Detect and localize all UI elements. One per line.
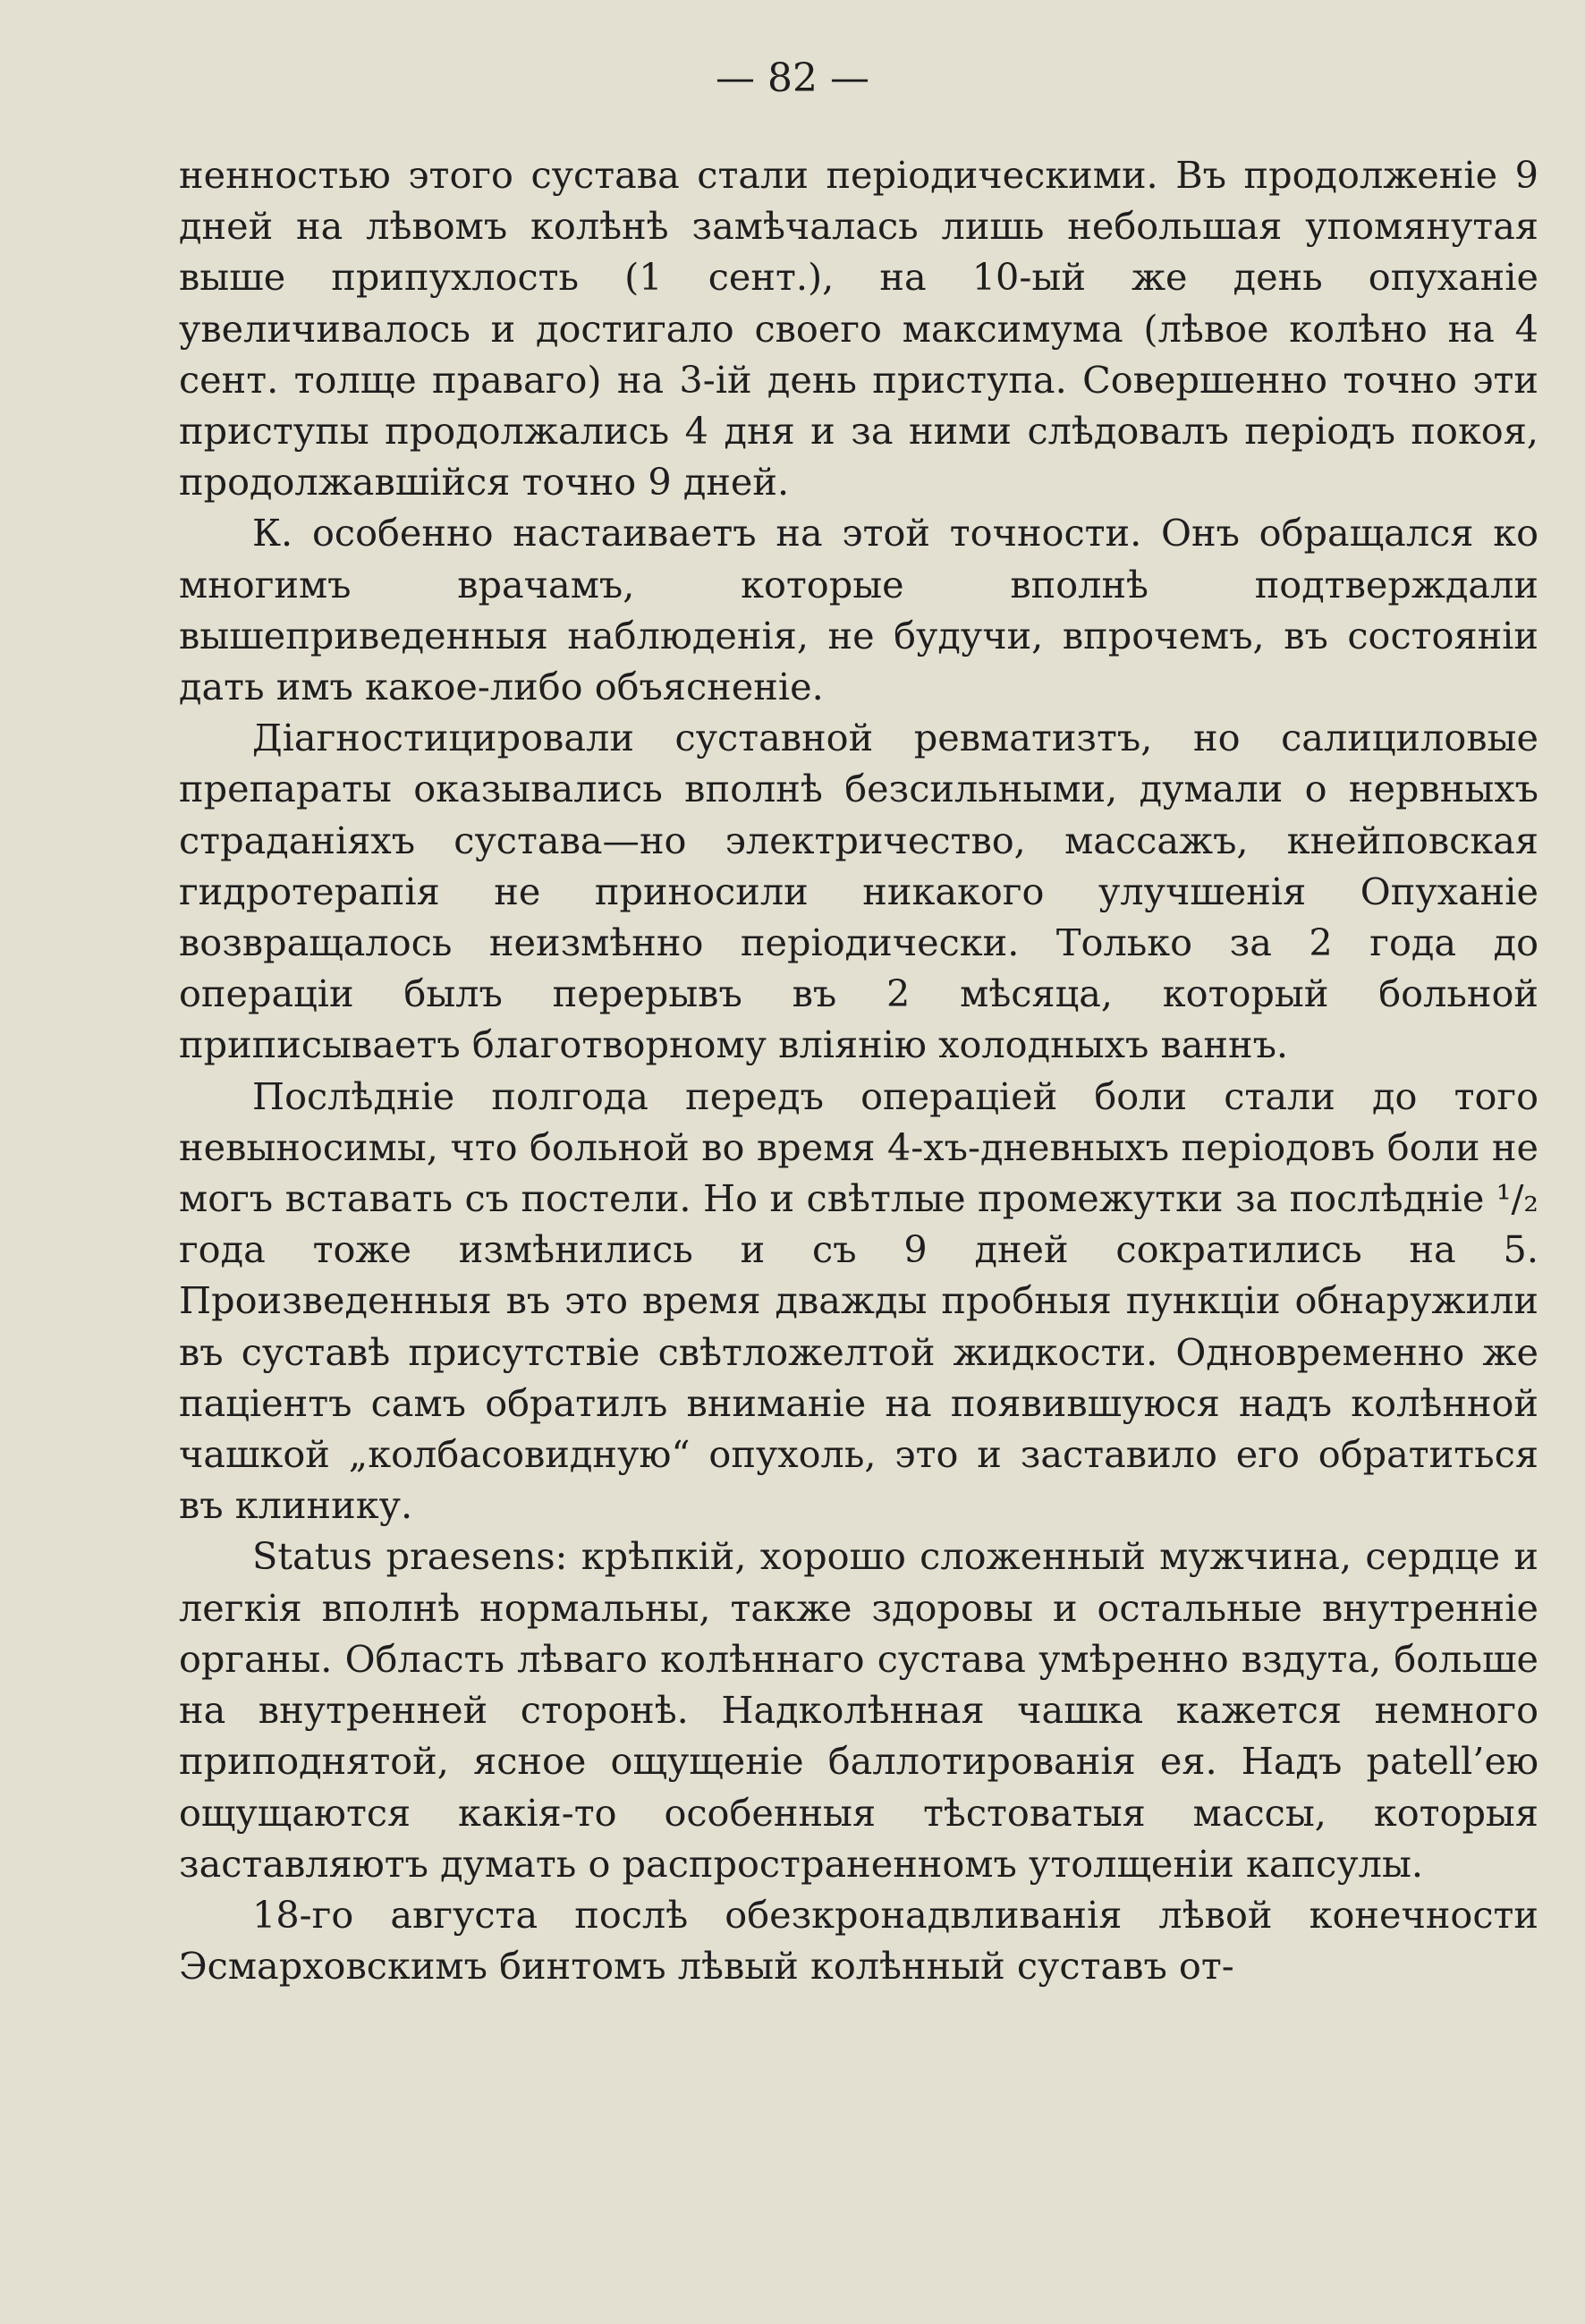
- paragraph-4: Послѣдніе полгода передъ операціей боли стали до того невыносимы, что больной во время 4-хъ-дневныхъ періодовъ боли не могъ вставать съ постели. Но и свѣтлые промежутки за послѣдніе ¹/₂ года тоже измѣнились и съ 9 дней сократились на 5. Произведенныя въ это время дважды пробныя пункціи обнаружили въ суставѣ присутствіе свѣтложелтой жидкости. Одновременно же паціентъ самъ обратилъ вниманіе на появившуюся надъ колѣнной чашкой „колбасовидную“ опухоль, это и заставило его обратиться въ клинику.: [179, 1074, 1538, 1528]
- paragraph-5: Status praesens: крѣпкій, хорошо сложенный мужчина, сердце и легкія вполнѣ нормальны, также здоровы и остальные внутренніе органы. Область лѣваго колѣннаго сустава умѣренно вздута, больше на внутренней сторонѣ. Надколѣнная чашка кажется немного приподнятой, ясное ощущеніе баллотированія ея. Надъ patell’ею ощущаются какія-то особенныя тѣстоватыя массы, которыя заставляютъ думать о распространенномъ утолщеніи капсулы.: [179, 1535, 1538, 1886]
- paragraph-3: Діагностицировали суставной ревматизтъ, но салициловые препараты оказывались вполнѣ безсильными, думали о нервныхъ страданіяхъ сустава—но электричество, массажъ, кнейповская гидротерапія не приносили никакого улучшенія Опуханіе возвращалось неизмѣнно періодически. Только за 2 года до операціи былъ перерывъ въ 2 мѣсяца, который больной приписываетъ благотворному вліянію холодныхъ ваннъ.: [179, 717, 1538, 1067]
- paragraph-1: ненностью этого сустава стали періодическими. Въ продолженіе 9 дней на лѣвомъ колѣнѣ замѣчалась лишь небольшая упомянутая выше припухлость (1 сент.), на 10-ый же день опуханіе увеличивалось и достигало своего максимума (лѣвое колѣно на 4 сент. толще праваго) на 3-ій день приступа. Совершенно точно эти приступы продолжались 4 дня и за ними слѣдовалъ періодъ покоя, продолжавшійся точно 9 дней.: [179, 154, 1538, 505]
- paragraph-2: К. особенно настаиваетъ на этой точности. Онъ обращался ко многимъ врачамъ, которые вполнѣ подтверждали вышеприведенныя наблюденія, не будучи, впрочемъ, въ состояніи дать имъ какое-либо объясненіе.: [179, 512, 1538, 709]
- page-number: — 82 —: [716, 55, 869, 101]
- paragraph-6: 18-го августа послѣ обезкронадвливанія лѣвой конечности Эсмарховскимъ бинтомъ лѣвый колѣнный суставъ от-: [179, 1893, 1538, 1989]
- body-text: [179, 150, 1538, 1992]
